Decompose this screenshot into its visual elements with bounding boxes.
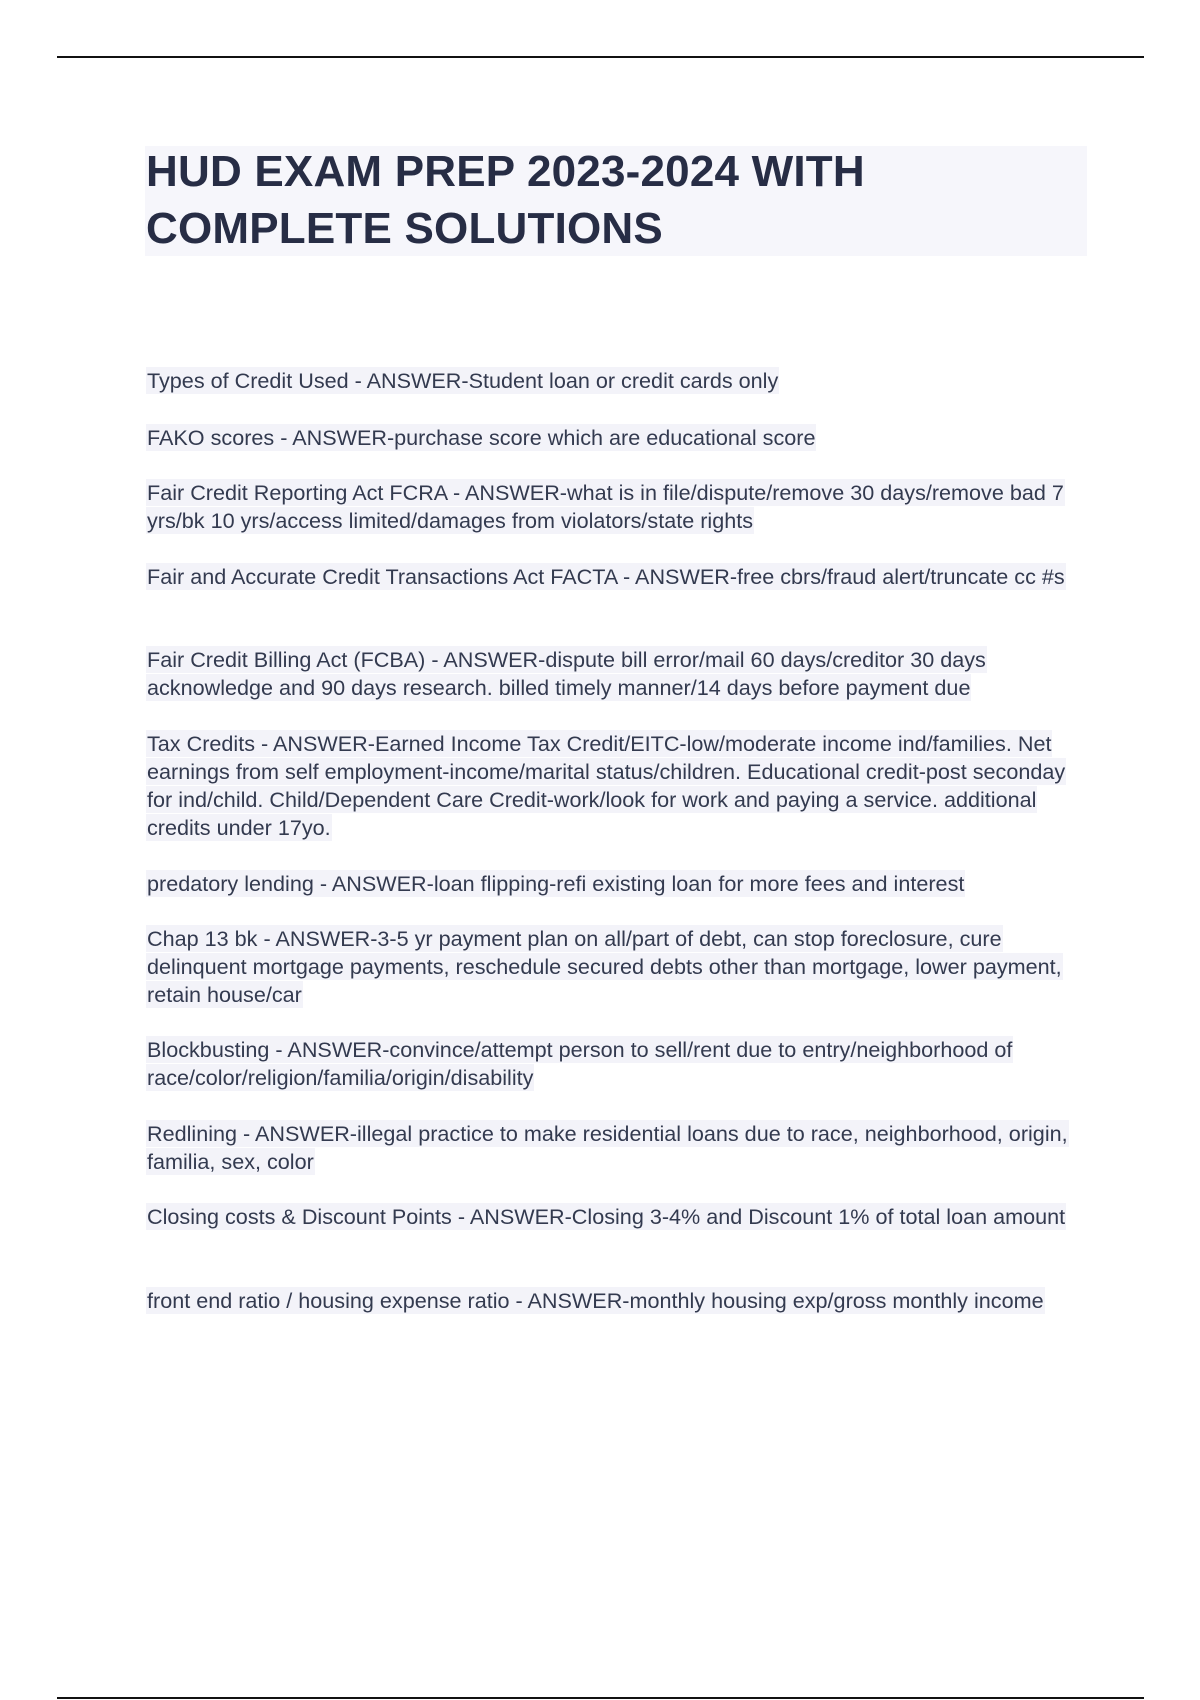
qa-item [146, 424, 1096, 452]
qa-text: Redlining - ANSWER-illegal practice to make residential loans due to race, neighborhood, origin, familia, sex, color [147, 1121, 1068, 1174]
qa-item [146, 1036, 1096, 1092]
top-rule [57, 56, 1144, 58]
document-title: HUD EXAM PREP 2023-2024 WITH COMPLETE SOLUTIONS [146, 147, 865, 253]
qa-text: Blockbusting - ANSWER-convince/attempt person to sell/rent due to entry/neighborhood of race/color/religion/familia/origin/disability [147, 1037, 1013, 1090]
qa-item [146, 870, 1096, 898]
qa-item [146, 1120, 1096, 1176]
qa-text: FAKO scores - ANSWER-purchase score which are educational score [147, 425, 816, 450]
bottom-rule [57, 1697, 1144, 1699]
qa-item [146, 479, 1096, 535]
qa-text: Fair Credit Reporting Act FCRA - ANSWER-what is in file/dispute/remove 30 days/remove bad 7 yrs/bk 10 yrs/access limited/damages from violators/state rights [147, 480, 1064, 533]
qa-item [146, 646, 1096, 702]
qa-item [146, 925, 1096, 1009]
qa-text: Tax Credits - ANSWER-Earned Income Tax Credit/EITC-low/moderate income ind/families. Net earnings from self employment-income/marital status/children. Educational credit-post seconday for ind/child. Child/Dependent Care Credit-work/look for work and paying a service. additional credits under 17yo. [147, 731, 1066, 840]
qa-item [146, 563, 1096, 591]
qa-text: Types of Credit Used - ANSWER-Student loan or credit cards only [147, 368, 779, 393]
qa-item [146, 730, 1096, 842]
qa-text: front end ratio / housing expense ratio - ANSWER-monthly housing exp/gross monthly income [147, 1288, 1044, 1313]
qa-text: predatory lending - ANSWER-loan flipping-refi existing loan for more fees and interest [147, 871, 965, 896]
qa-item [146, 367, 1096, 395]
qa-text: Chap 13 bk - ANSWER-3-5 yr payment plan on all/part of debt, can stop foreclosure, cure delinquent mortgage payments, reschedule secured debts other than mortgage, lower payment, retain house/car [147, 926, 1062, 1007]
qa-text: Closing costs & Discount Points - ANSWER-Closing 3-4% and Discount 1% of total loan amount [147, 1204, 1066, 1229]
qa-text: Fair Credit Billing Act (FCBA) - ANSWER-dispute bill error/mail 60 days/creditor 30 days acknowledge and 90 days research. billed timely manner/14 days before payment due [147, 647, 986, 700]
qa-text: Fair and Accurate Credit Transactions Act FACTA - ANSWER-free cbrs/fraud alert/truncate cc #s [147, 564, 1065, 589]
qa-item [146, 1287, 1096, 1315]
qa-item [146, 1203, 1096, 1231]
